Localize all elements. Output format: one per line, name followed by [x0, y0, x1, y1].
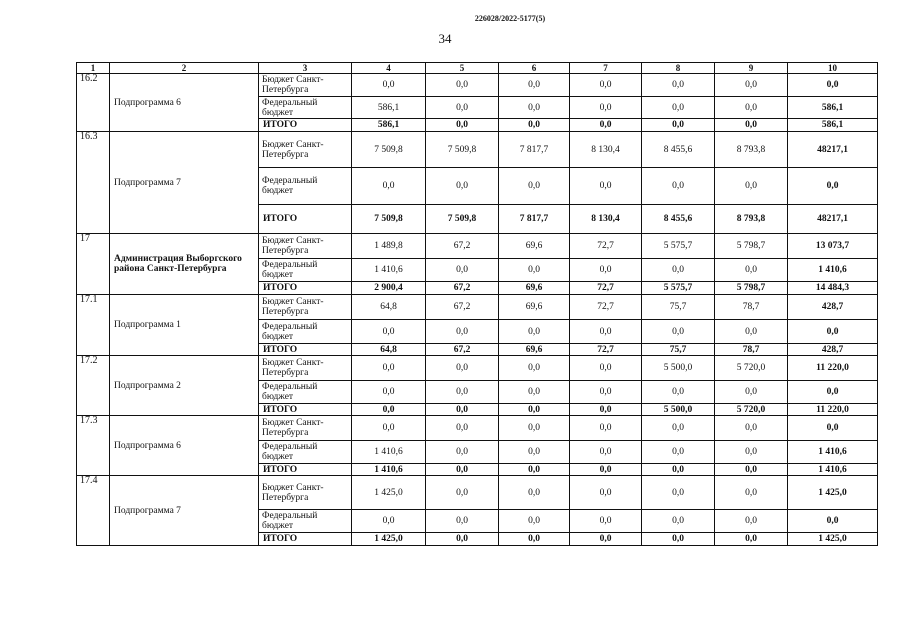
year-value-cell: 1 410,6: [352, 441, 426, 464]
program-name: Подпрограмма 7: [110, 132, 259, 234]
year-value-cell: 8 455,6: [642, 132, 715, 168]
table-row: [77, 295, 878, 320]
year-value-cell: 0,0: [642, 168, 715, 205]
year-value-cell: 78,7: [715, 295, 788, 320]
funding-source: Федеральный бюджет: [259, 97, 352, 119]
year-value-cell: 0,0: [642, 74, 715, 97]
year-value-cell: 0,0: [499, 74, 570, 97]
year-value-cell: 72,7: [570, 234, 642, 259]
column-header: 6: [499, 63, 570, 74]
year-value-cell: 0,0: [426, 510, 499, 533]
funding-source: ИТОГО: [259, 533, 352, 546]
year-value-cell: 0,0: [426, 441, 499, 464]
funding-source: ИТОГО: [259, 344, 352, 356]
year-value-cell: 0,0: [499, 441, 570, 464]
year-value-cell: 0,0: [426, 259, 499, 282]
year-value-cell: 0,0: [642, 416, 715, 441]
program-name: Подпрограмма 7: [110, 476, 259, 546]
year-value-cell: 5 720,0: [715, 404, 788, 416]
year-value-cell: 0,0: [715, 441, 788, 464]
year-value-cell: 0,0: [499, 416, 570, 441]
year-value-cell: 5 720,0: [715, 356, 788, 381]
year-value-cell: 5 500,0: [642, 356, 715, 381]
column-header: 10: [788, 63, 878, 74]
year-value-cell: 0,0: [570, 464, 642, 476]
funding-source: Бюджет Санкт-Петербурга: [259, 295, 352, 320]
total-value-cell: 48217,1: [788, 132, 878, 168]
year-value-cell: 0,0: [426, 381, 499, 404]
year-value-cell: 7 509,8: [426, 132, 499, 168]
funding-source: Федеральный бюджет: [259, 510, 352, 533]
table-row: [77, 74, 878, 97]
year-value-cell: 67,2: [426, 295, 499, 320]
year-value-cell: 0,0: [570, 381, 642, 404]
year-value-cell: 0,0: [426, 464, 499, 476]
year-value-cell: 0,0: [352, 510, 426, 533]
funding-source: ИТОГО: [259, 282, 352, 295]
funding-source: Федеральный бюджет: [259, 259, 352, 282]
year-value-cell: 0,0: [570, 320, 642, 344]
year-value-cell: 0,0: [570, 533, 642, 546]
year-value-cell: 0,0: [426, 74, 499, 97]
total-value-cell: 0,0: [788, 74, 878, 97]
year-value-cell: 0,0: [426, 119, 499, 132]
year-value-cell: 5 798,7: [715, 282, 788, 295]
year-value-cell: 8 130,4: [570, 132, 642, 168]
header-row: [77, 63, 878, 74]
row-index: 16.2: [77, 74, 110, 132]
year-value-cell: 0,0: [499, 510, 570, 533]
table-row: [77, 416, 878, 441]
column-header: 3: [259, 63, 352, 74]
year-value-cell: 0,0: [715, 533, 788, 546]
year-value-cell: 0,0: [426, 320, 499, 344]
total-value-cell: 11 220,0: [788, 404, 878, 416]
row-index: 16.3: [77, 132, 110, 234]
year-value-cell: 7 817,7: [499, 205, 570, 234]
total-value-cell: 0,0: [788, 320, 878, 344]
total-value-cell: 428,7: [788, 295, 878, 320]
year-value-cell: 5 575,7: [642, 282, 715, 295]
total-value-cell: 1 410,6: [788, 259, 878, 282]
total-value-cell: 586,1: [788, 119, 878, 132]
column-header: 7: [570, 63, 642, 74]
year-value-cell: 0,0: [426, 533, 499, 546]
year-value-cell: 0,0: [570, 404, 642, 416]
year-value-cell: 0,0: [715, 381, 788, 404]
year-value-cell: 69,6: [499, 295, 570, 320]
row-index: 17.3: [77, 416, 110, 476]
funding-source: Бюджет Санкт-Петербурга: [259, 476, 352, 510]
year-value-cell: 8 793,8: [715, 205, 788, 234]
year-value-cell: 0,0: [499, 259, 570, 282]
year-value-cell: 0,0: [715, 320, 788, 344]
year-value-cell: 0,0: [715, 97, 788, 119]
program-name: Подпрограмма 6: [110, 74, 259, 132]
total-value-cell: 1 425,0: [788, 476, 878, 510]
funding-source: Федеральный бюджет: [259, 441, 352, 464]
year-value-cell: 0,0: [499, 404, 570, 416]
year-value-cell: 69,6: [499, 234, 570, 259]
year-value-cell: 0,0: [642, 119, 715, 132]
year-value-cell: 0,0: [570, 441, 642, 464]
year-value-cell: 1 425,0: [352, 533, 426, 546]
year-value-cell: 8 130,4: [570, 205, 642, 234]
year-value-cell: 0,0: [570, 510, 642, 533]
page-number: 34: [438, 31, 452, 46]
year-value-cell: 0,0: [642, 464, 715, 476]
year-value-cell: 0,0: [426, 476, 499, 510]
year-value-cell: 75,7: [642, 295, 715, 320]
year-value-cell: 1 489,8: [352, 234, 426, 259]
year-value-cell: 7 509,8: [426, 205, 499, 234]
program-name: Подпрограмма 2: [110, 356, 259, 416]
funding-source: ИТОГО: [259, 205, 352, 234]
year-value-cell: 1 425,0: [352, 476, 426, 510]
year-value-cell: 586,1: [352, 97, 426, 119]
year-value-cell: 0,0: [352, 404, 426, 416]
year-value-cell: 0,0: [570, 119, 642, 132]
year-value-cell: 0,0: [570, 168, 642, 205]
year-value-cell: 0,0: [715, 416, 788, 441]
table-body: [77, 74, 878, 546]
year-value-cell: 0,0: [426, 356, 499, 381]
year-value-cell: 0,0: [642, 476, 715, 510]
row-index: 17.1: [77, 295, 110, 356]
year-value-cell: 0,0: [499, 168, 570, 205]
total-value-cell: 0,0: [788, 381, 878, 404]
year-value-cell: 67,2: [426, 282, 499, 295]
year-value-cell: 0,0: [642, 441, 715, 464]
funding-source: Бюджет Санкт-Петербурга: [259, 74, 352, 97]
year-value-cell: 78,7: [715, 344, 788, 356]
funding-source: Бюджет Санкт-Петербурга: [259, 416, 352, 441]
year-value-cell: 7 817,7: [499, 132, 570, 168]
year-value-cell: 67,2: [426, 344, 499, 356]
year-value-cell: 5 798,7: [715, 234, 788, 259]
year-value-cell: 67,2: [426, 234, 499, 259]
year-value-cell: 0,0: [426, 97, 499, 119]
year-value-cell: 7 509,8: [352, 205, 426, 234]
table-row: [77, 356, 878, 381]
column-header: 1: [77, 63, 110, 74]
funding-source: ИТОГО: [259, 464, 352, 476]
total-value-cell: 0,0: [788, 416, 878, 441]
year-value-cell: 1 410,6: [352, 259, 426, 282]
year-value-cell: 0,0: [715, 464, 788, 476]
year-value-cell: 1 410,6: [352, 464, 426, 476]
year-value-cell: 0,0: [352, 416, 426, 441]
year-value-cell: 8 793,8: [715, 132, 788, 168]
year-value-cell: 0,0: [570, 476, 642, 510]
funding-source: Бюджет Санкт-Петербурга: [259, 356, 352, 381]
year-value-cell: 75,7: [642, 344, 715, 356]
year-value-cell: 0,0: [570, 74, 642, 97]
budget-table: [76, 62, 878, 546]
column-header: 9: [715, 63, 788, 74]
year-value-cell: 72,7: [570, 282, 642, 295]
year-value-cell: 0,0: [642, 510, 715, 533]
funding-source: Бюджет Санкт-Петербурга: [259, 132, 352, 168]
year-value-cell: 0,0: [426, 168, 499, 205]
funding-source: ИТОГО: [259, 404, 352, 416]
year-value-cell: 0,0: [352, 320, 426, 344]
year-value-cell: 0,0: [715, 74, 788, 97]
total-value-cell: 586,1: [788, 97, 878, 119]
year-value-cell: 72,7: [570, 295, 642, 320]
column-header: 4: [352, 63, 426, 74]
program-name: Подпрограмма 1: [110, 295, 259, 356]
year-value-cell: 0,0: [642, 533, 715, 546]
year-value-cell: 0,0: [715, 168, 788, 205]
year-value-cell: 0,0: [499, 464, 570, 476]
year-value-cell: 2 900,4: [352, 282, 426, 295]
year-value-cell: 0,0: [426, 404, 499, 416]
total-value-cell: 1 410,6: [788, 441, 878, 464]
year-value-cell: 5 500,0: [642, 404, 715, 416]
year-value-cell: 0,0: [352, 168, 426, 205]
column-header: 2: [110, 63, 259, 74]
year-value-cell: 0,0: [570, 259, 642, 282]
table-row: [77, 476, 878, 510]
year-value-cell: 0,0: [642, 259, 715, 282]
year-value-cell: 0,0: [715, 119, 788, 132]
year-value-cell: 0,0: [499, 320, 570, 344]
year-value-cell: 0,0: [352, 356, 426, 381]
year-value-cell: 0,0: [715, 510, 788, 533]
funding-source: Федеральный бюджет: [259, 381, 352, 404]
funding-source: ИТОГО: [259, 119, 352, 132]
year-value-cell: 69,6: [499, 282, 570, 295]
total-value-cell: 428,7: [788, 344, 878, 356]
year-value-cell: 0,0: [570, 97, 642, 119]
year-value-cell: 0,0: [499, 533, 570, 546]
year-value-cell: 0,0: [499, 476, 570, 510]
year-value-cell: 0,0: [642, 381, 715, 404]
year-value-cell: 0,0: [570, 356, 642, 381]
year-value-cell: 0,0: [499, 119, 570, 132]
total-value-cell: 48217,1: [788, 205, 878, 234]
total-value-cell: 11 220,0: [788, 356, 878, 381]
year-value-cell: 64,8: [352, 344, 426, 356]
year-value-cell: 0,0: [499, 97, 570, 119]
table-header: [77, 63, 878, 74]
table-row: [77, 234, 878, 259]
year-value-cell: 0,0: [715, 476, 788, 510]
year-value-cell: 5 575,7: [642, 234, 715, 259]
row-index: 17: [77, 234, 110, 295]
program-name: Администрация Выборгского района Санкт-Петербурга: [110, 234, 259, 295]
year-value-cell: 7 509,8: [352, 132, 426, 168]
funding-source: Бюджет Санкт-Петербурга: [259, 234, 352, 259]
total-value-cell: 1 410,6: [788, 464, 878, 476]
row-index: 17.4: [77, 476, 110, 546]
document-id: 226028/2022-5177(5): [474, 14, 546, 23]
year-value-cell: 0,0: [352, 74, 426, 97]
year-value-cell: 0,0: [499, 356, 570, 381]
year-value-cell: 0,0: [352, 381, 426, 404]
year-value-cell: 0,0: [642, 320, 715, 344]
total-value-cell: 0,0: [788, 510, 878, 533]
column-header: 8: [642, 63, 715, 74]
year-value-cell: 586,1: [352, 119, 426, 132]
funding-source: Федеральный бюджет: [259, 168, 352, 205]
total-value-cell: 13 073,7: [788, 234, 878, 259]
year-value-cell: 64,8: [352, 295, 426, 320]
funding-source: Федеральный бюджет: [259, 320, 352, 344]
row-index: 17.2: [77, 356, 110, 416]
year-value-cell: 0,0: [715, 259, 788, 282]
total-value-cell: 0,0: [788, 168, 878, 205]
year-value-cell: 0,0: [499, 381, 570, 404]
year-value-cell: 8 455,6: [642, 205, 715, 234]
total-value-cell: 14 484,3: [788, 282, 878, 295]
total-value-cell: 1 425,0: [788, 533, 878, 546]
column-header: 5: [426, 63, 499, 74]
table-row: [77, 132, 878, 168]
year-value-cell: 0,0: [570, 416, 642, 441]
year-value-cell: 69,6: [499, 344, 570, 356]
year-value-cell: 0,0: [426, 416, 499, 441]
year-value-cell: 72,7: [570, 344, 642, 356]
program-name: Подпрограмма 6: [110, 416, 259, 476]
year-value-cell: 0,0: [642, 97, 715, 119]
